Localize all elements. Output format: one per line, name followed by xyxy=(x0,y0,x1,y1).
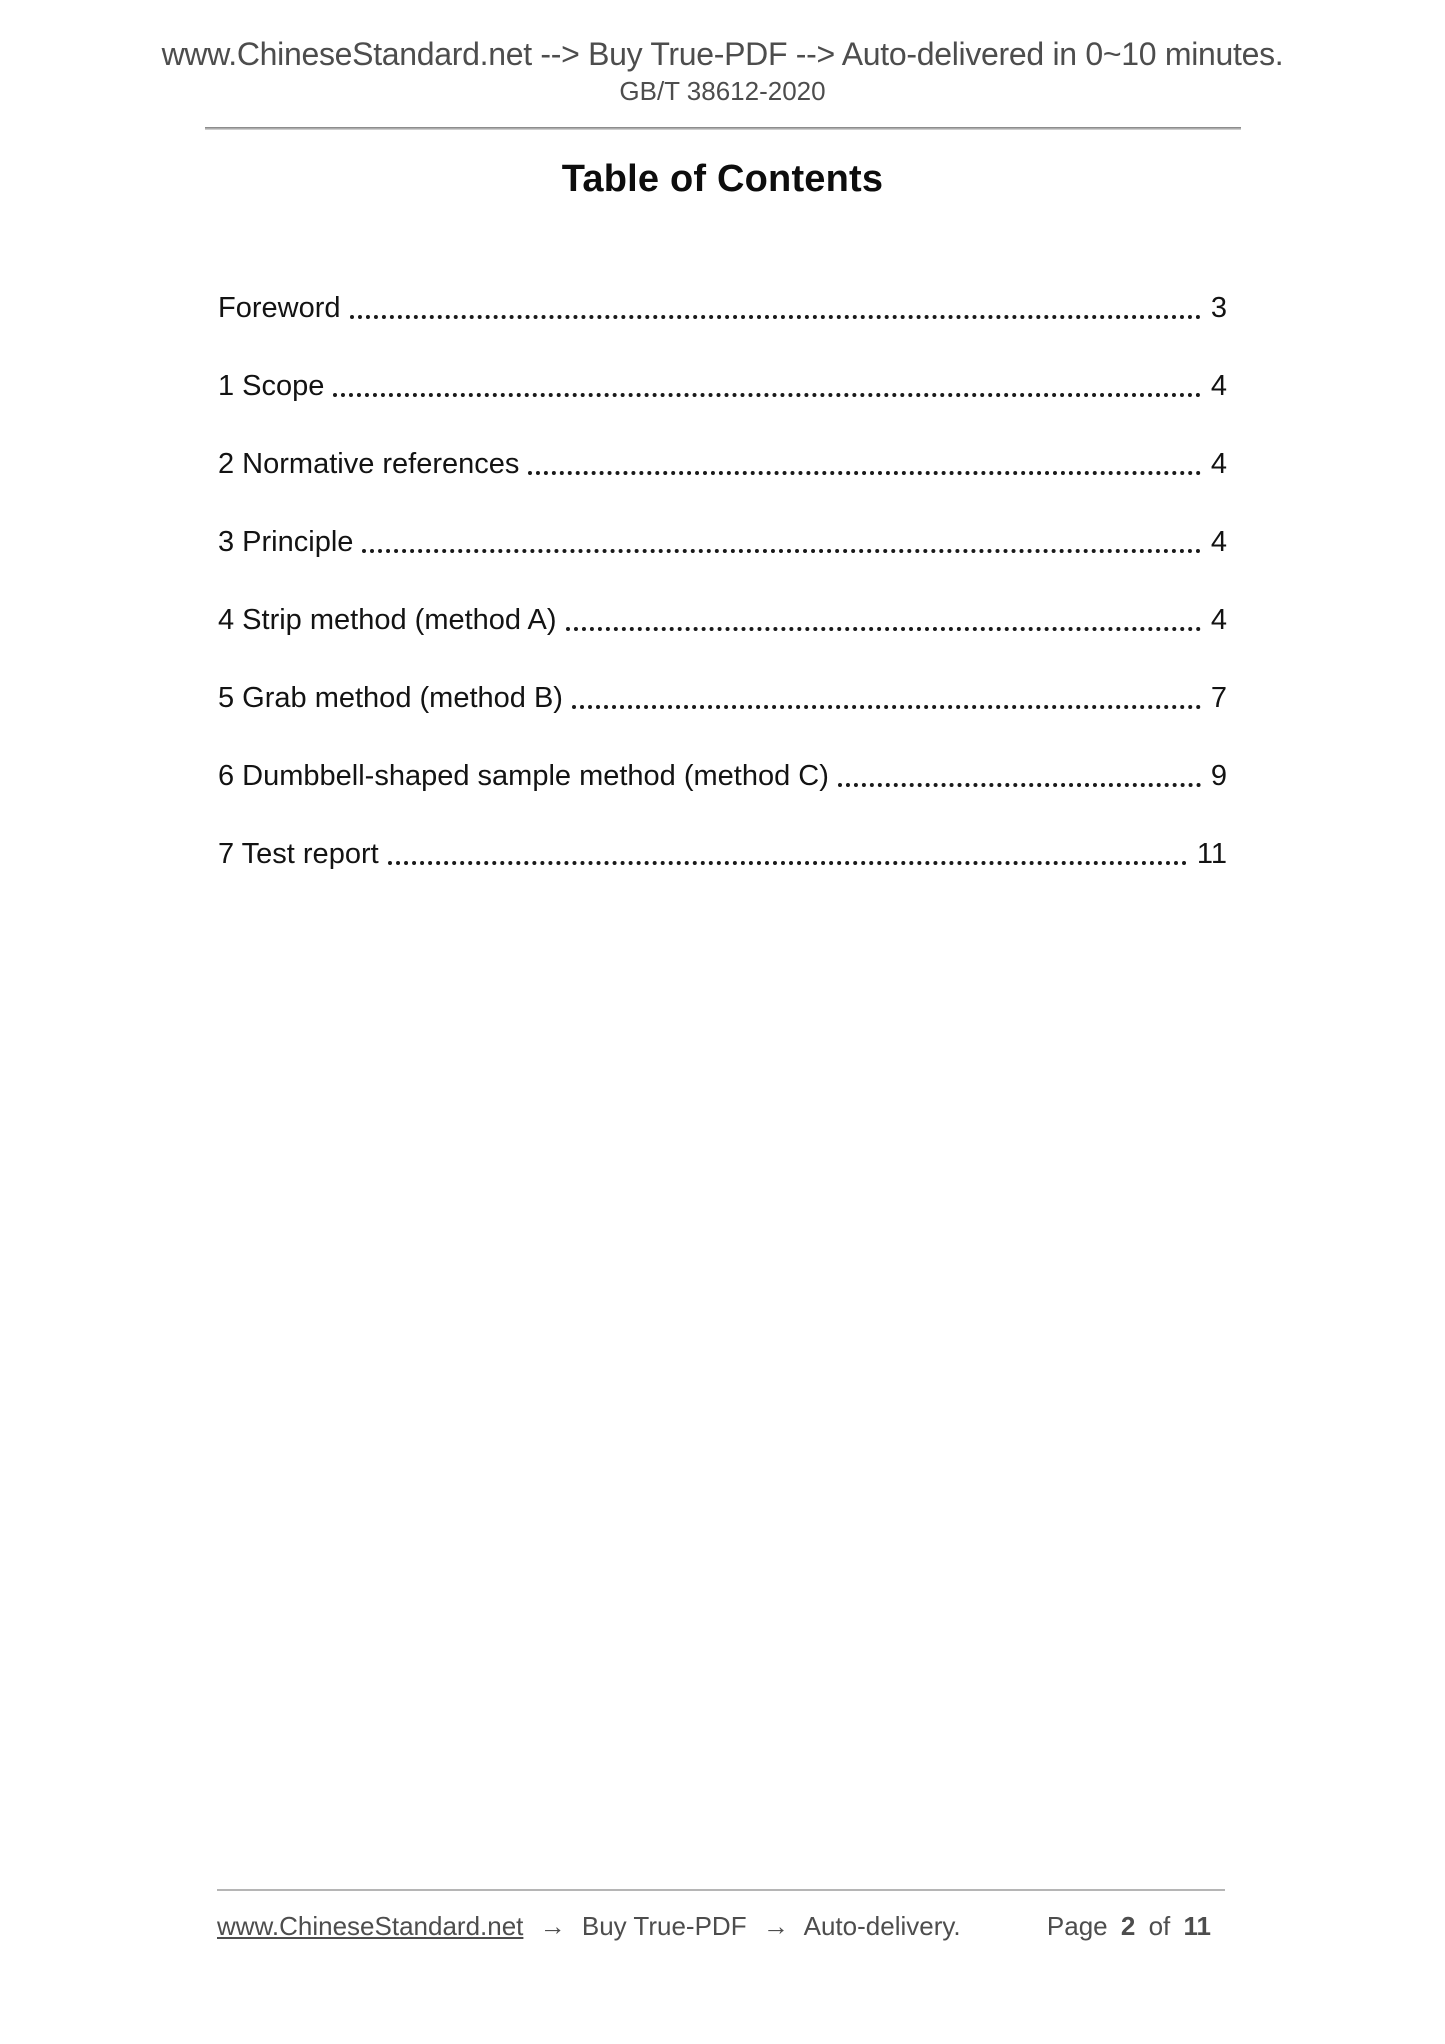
header-divider xyxy=(205,127,1241,130)
toc-entry-label: 7 Test report xyxy=(218,838,379,870)
footer xyxy=(217,1910,1217,1942)
dot-leader xyxy=(566,627,1201,631)
dot-leader xyxy=(838,783,1201,787)
current-page-number: 2 xyxy=(1120,1911,1136,1941)
toc-entry-normative-references xyxy=(218,446,1227,482)
dot-leader xyxy=(350,315,1201,319)
total-pages-number: 11 xyxy=(1183,1911,1211,1941)
toc-entry-principle xyxy=(218,524,1227,560)
dot-leader xyxy=(388,861,1187,865)
page-title: Table of Contents xyxy=(561,158,884,200)
toc-entry-page-number: 11 xyxy=(1196,838,1227,870)
footer-site-link[interactable]: www.ChineseStandard.net xyxy=(217,1911,524,1941)
right-arrow-icon: → xyxy=(539,1911,566,1941)
dot-leader xyxy=(362,549,1200,553)
toc-entry-page-number: 3 xyxy=(1210,292,1227,324)
toc-entry-grab-method xyxy=(218,680,1227,716)
toc-entry-dumbbell-method xyxy=(218,758,1227,794)
toc-entry-page-number: 4 xyxy=(1210,370,1227,402)
dot-leader xyxy=(333,393,1200,397)
of-word: of xyxy=(1148,1911,1171,1941)
dot-leader xyxy=(572,705,1201,709)
toc-entry-label: 3 Principle xyxy=(218,526,354,558)
toc-entry-page-number: 7 xyxy=(1210,682,1227,714)
toc-entry-label: 1 Scope xyxy=(218,370,325,402)
toc-entry-label: Foreword xyxy=(218,292,341,324)
toc-entry-label: 6 Dumbbell-shaped sample method (method C) xyxy=(218,760,829,792)
page-word: Page xyxy=(1046,1911,1108,1941)
toc-entry-page-number: 9 xyxy=(1210,760,1227,792)
table-of-contents xyxy=(218,290,1227,914)
header-tagline: www.ChineseStandard.net --> Buy True-PDF --> Auto-delivered in 0~10 minutes. xyxy=(161,36,1284,72)
toc-entry-test-report xyxy=(218,836,1227,872)
page-indicator xyxy=(1047,1910,1217,1942)
toc-entry-page-number: 4 xyxy=(1210,526,1227,558)
footer-note xyxy=(217,1910,961,1942)
footer-delivery-text: Auto-delivery. xyxy=(803,1911,961,1941)
toc-entry-label: 2 Normative references xyxy=(218,448,520,480)
standard-code: GB/T 38612-2020 xyxy=(619,76,826,106)
toc-entry-scope xyxy=(218,368,1227,404)
toc-entry-strip-method xyxy=(218,602,1227,638)
footer-divider xyxy=(217,1889,1225,1891)
toc-entry-page-number: 4 xyxy=(1210,604,1227,636)
toc-entry-label: 5 Grab method (method B) xyxy=(218,682,563,714)
footer-buy-text: Buy True-PDF xyxy=(581,1911,747,1941)
toc-entry-label: 4 Strip method (method A) xyxy=(218,604,557,636)
right-arrow-icon: → xyxy=(762,1911,789,1941)
dot-leader xyxy=(528,471,1200,475)
toc-entry-foreword xyxy=(218,290,1227,326)
toc-entry-page-number: 4 xyxy=(1210,448,1227,480)
